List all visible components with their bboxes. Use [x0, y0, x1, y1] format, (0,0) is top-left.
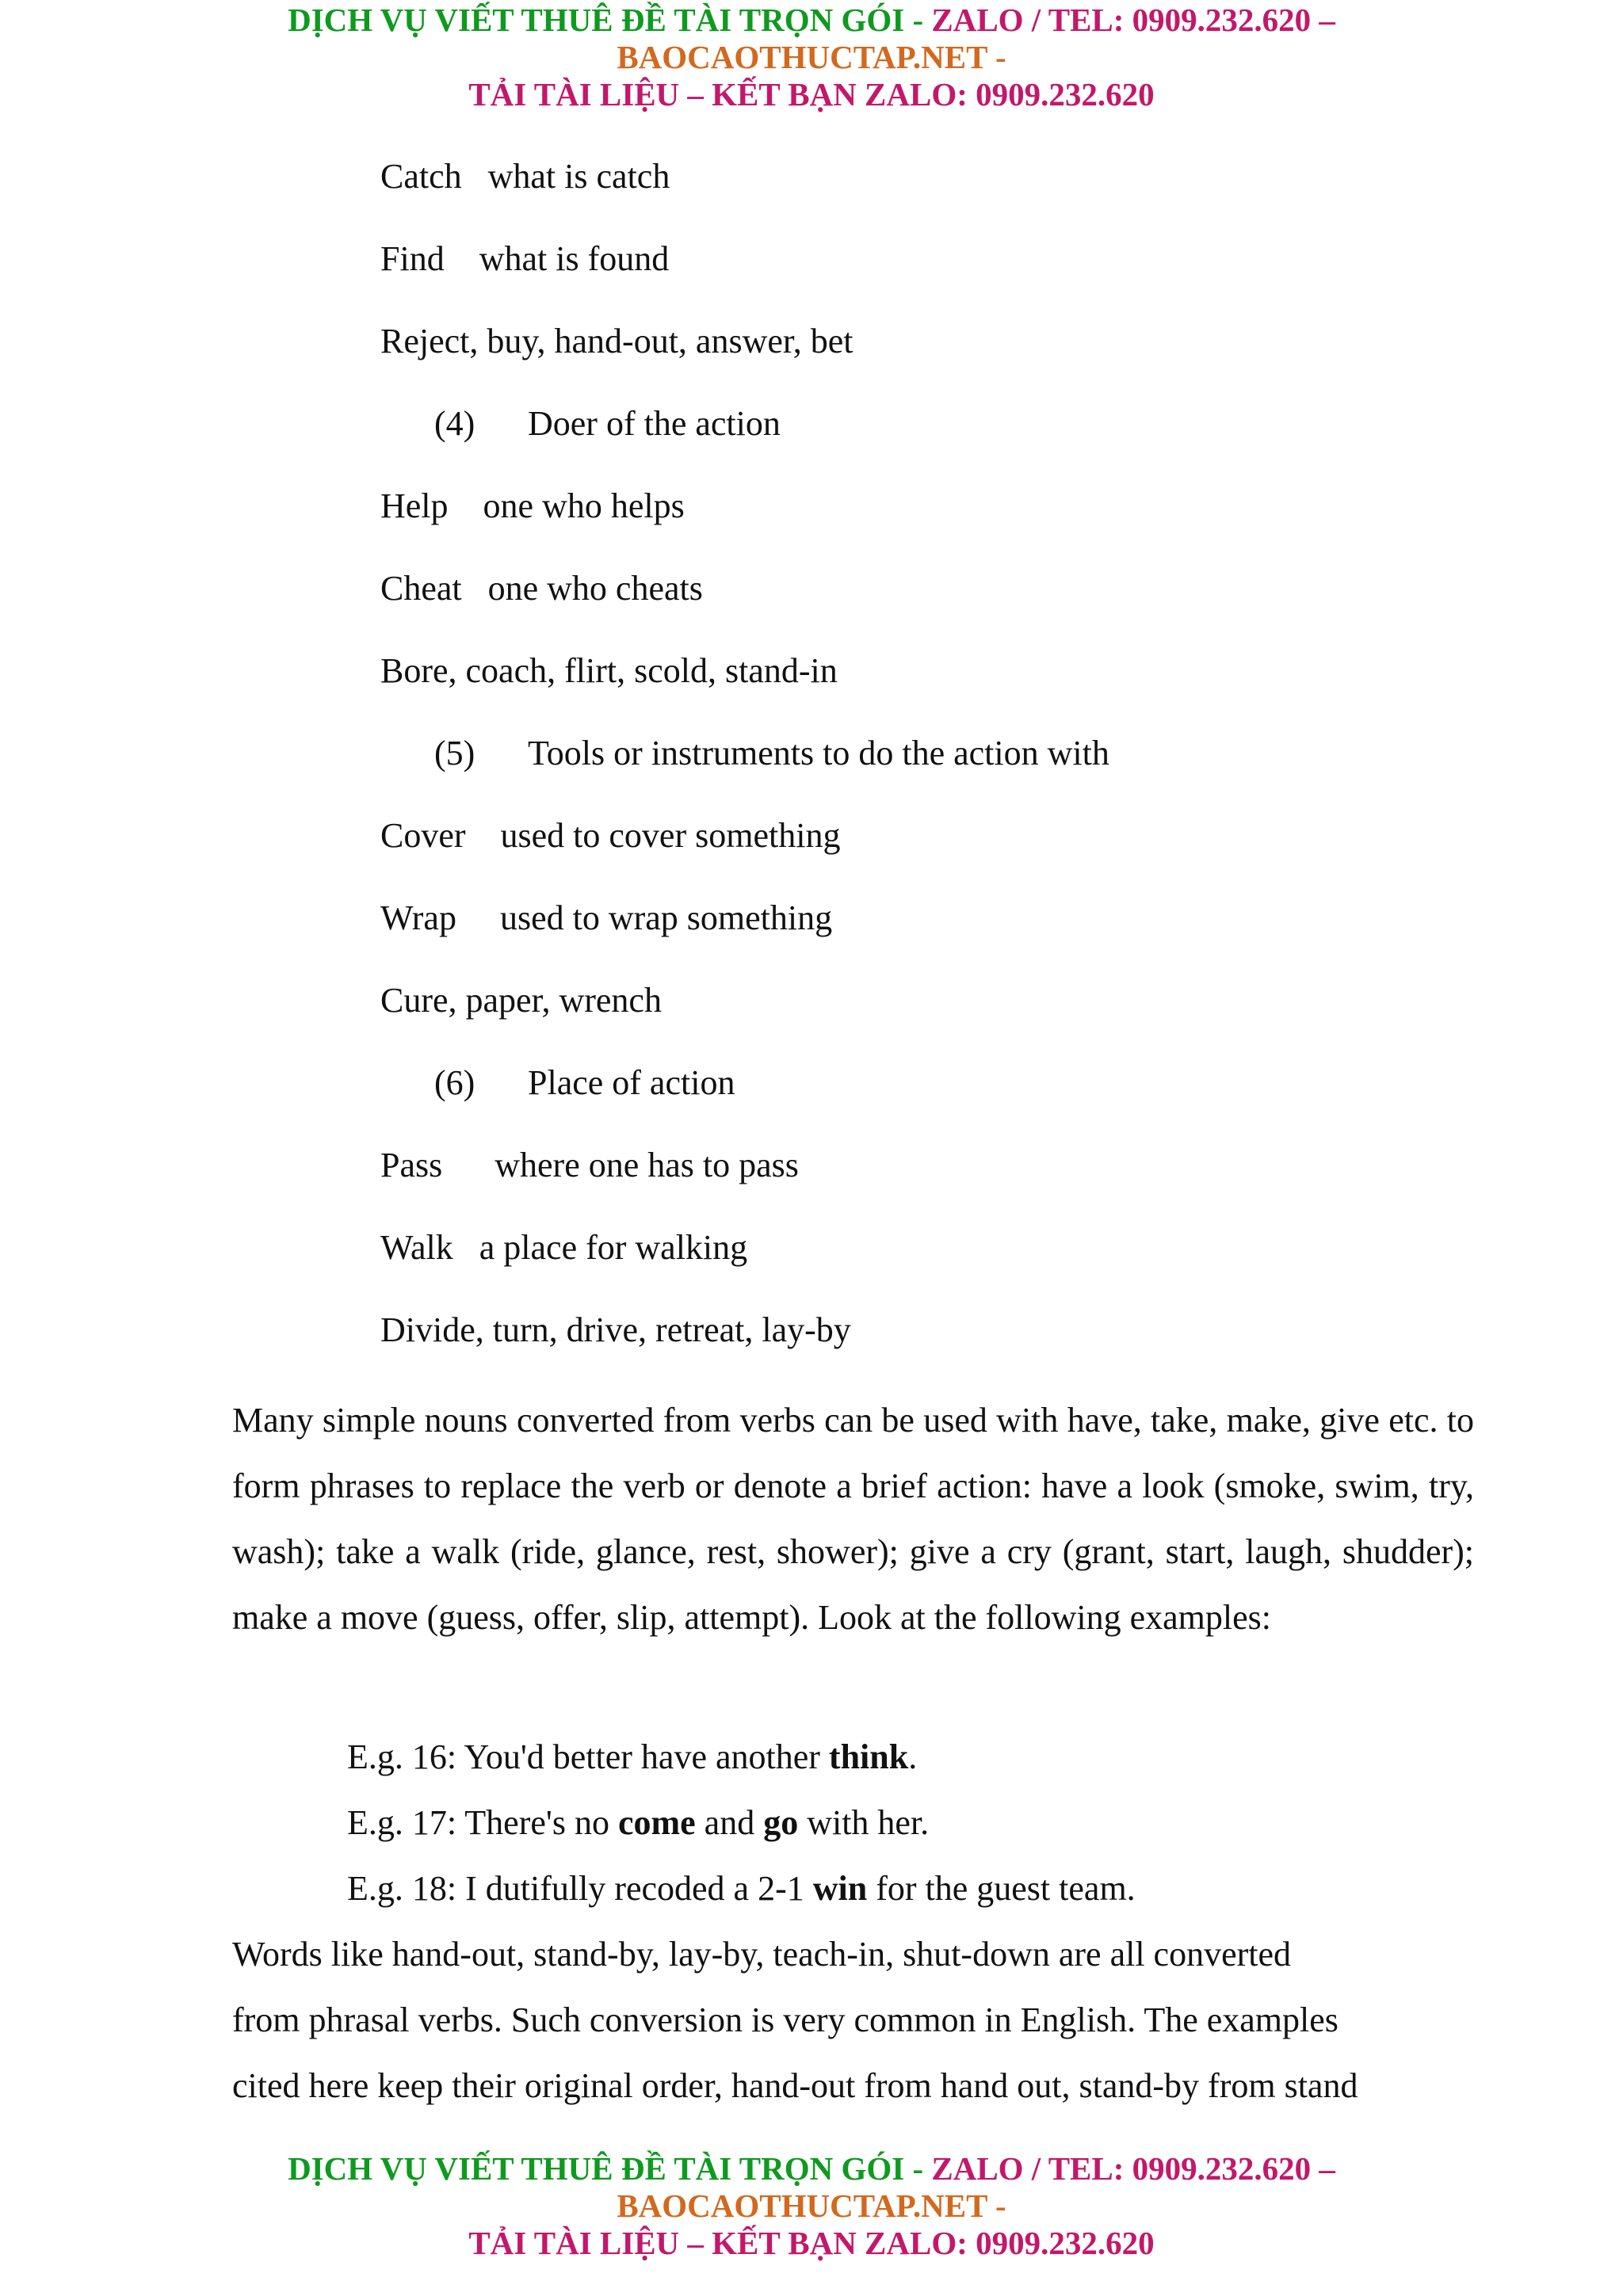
example-17: E.g. 17: There's no come and go with her. [347, 1803, 930, 1842]
paragraph-2-line-1: Words like hand-out, stand-by, lay-by, teach-in, shut-down are all converted [232, 1935, 1292, 1974]
walk-line: Walk a place for walking [380, 1228, 748, 1267]
list-line-4: Divide, turn, drive, retreat, lay-by [380, 1310, 851, 1349]
example-18: E.g. 18: I dutifully recoded a 2-1 win for the guest team. [347, 1869, 1136, 1908]
list-line-1: Reject, buy, hand-out, answer, bet [380, 322, 854, 360]
pass-line: Pass where one has to pass [380, 1146, 799, 1184]
cheat-line: Cheat one who cheats [380, 569, 703, 608]
paragraph-2-line-2: from phrasal verbs. Such conversion is very common in English. The examples [232, 2000, 1338, 2039]
cover-line: Cover used to cover something [380, 816, 841, 855]
paragraph-2-line-3: cited here keep their original order, hand-out from hand out, stand-by from stand [232, 2066, 1358, 2105]
list-line-2: Bore, coach, flirt, scold, stand-in [380, 651, 838, 690]
header-line-1: DỊCH VỤ VIẾT THUÊ ĐỀ TÀI TRỌN GÓI - ZALO / TEL: 0909.232.620 – [288, 2, 1335, 38]
footer-banner [0, 2150, 1623, 2262]
heading-5: (5) Tools or instruments to do the action with [434, 734, 1109, 772]
header-line-2[interactable]: BAOCAOTHUCTAP.NET - [617, 39, 1006, 75]
example-16: E.g. 16: You'd better have another think. [347, 1737, 918, 1776]
heading-4: (4) Doer of the action [434, 404, 781, 443]
footer-line-1: DỊCH VỤ VIẾT THUÊ ĐỀ TÀI TRỌN GÓI - ZALO / TEL: 0909.232.620 – [288, 2150, 1335, 2187]
paragraph-1: Many simple nouns converted from verbs can be used with have, take, make, give etc. to form phrases to replace the verb or denote a brief action: have a look (smoke, swim, try, wash); take a walk (ride, glance, rest, shower); give a cry (grant, start, laugh, shudder); make a move (guess, offer, slip, attempt). Look at the following examples: [232, 1401, 1474, 1637]
footer-line-2[interactable]: BAOCAOTHUCTAP.NET - [617, 2187, 1006, 2224]
header-banner [0, 2, 1623, 113]
list-line-3: Cure, paper, wrench [380, 981, 662, 1020]
find-line: Find what is found [380, 239, 670, 278]
catch-line: Catch what is catch [380, 157, 670, 196]
header-line-3: TẢI TÀI LIỆU – KẾT BẠN ZALO: 0909.232.620 [468, 76, 1155, 113]
heading-6: (6) Place of action [434, 1063, 735, 1102]
footer-line-3: TẢI TÀI LIỆU – KẾT BẠN ZALO: 0909.232.620 [468, 2225, 1155, 2261]
wrap-line: Wrap used to wrap something [380, 898, 833, 937]
help-line: Help one who helps [380, 486, 685, 525]
